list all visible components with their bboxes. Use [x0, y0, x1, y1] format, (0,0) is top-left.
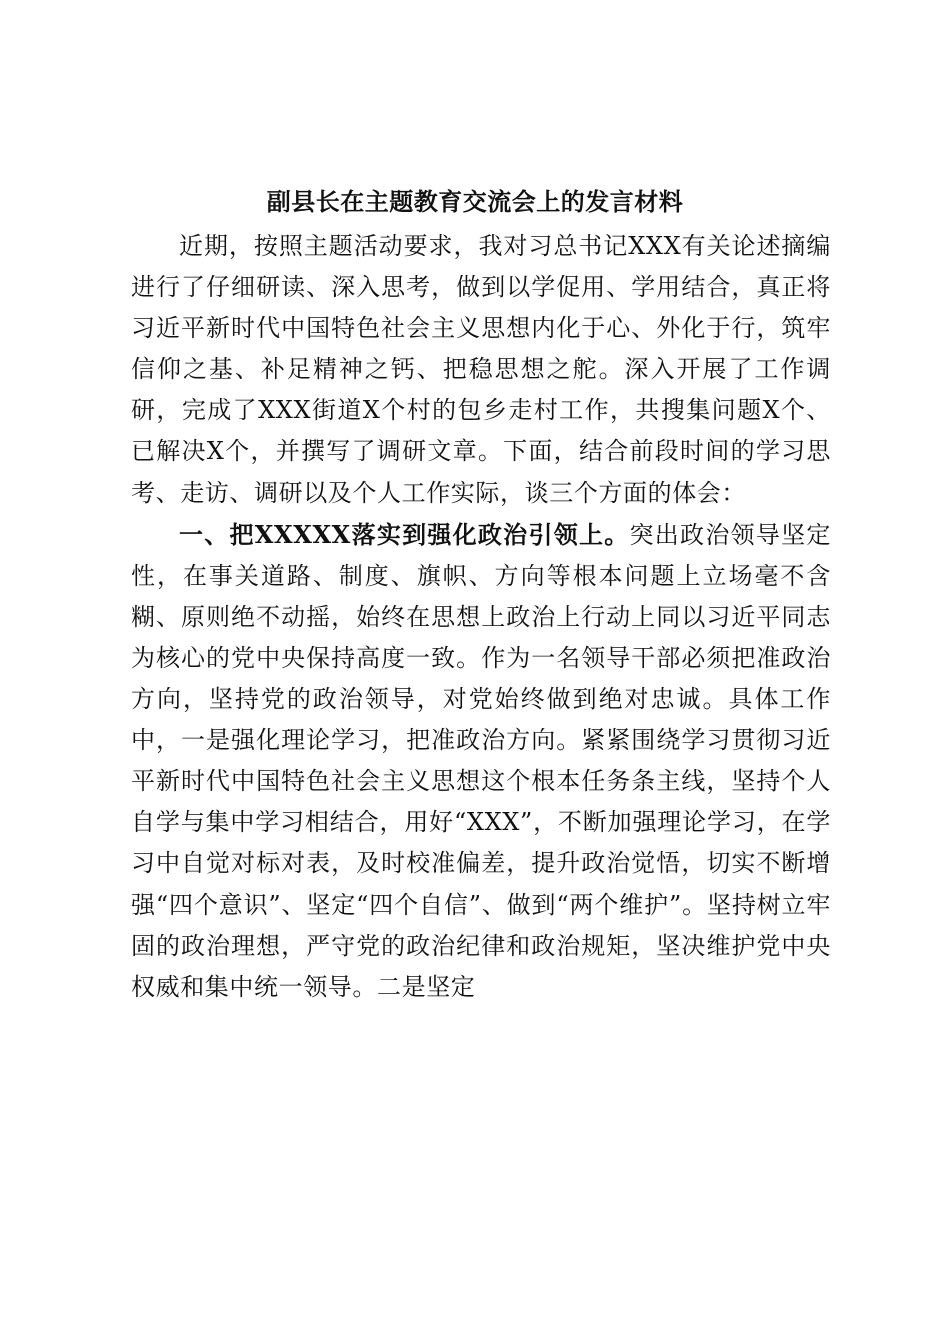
section-1-body: 突出政治领导坚定性，在事关道路、制度、旗帜、方向等根本问题上立场毫不含糊、原则绝不动摇，始终在思想上政治上行动上同以习近平同志为核心的党中央保持高度一致。作为一名领导干部必须把准政治方向，坚持党的政治领导，对党始终做到绝对忠诚。具体工作中，一是强化理论学习，把准政治方向。紧紧围绕学习贯彻习近平新时代中国特色社会主义思想这个根本任务条主线，坚持个人自学与集中学习相结合，用好“XXX”，不断加强理论学习，在学习中自觉对标对表，及时校准偏差，提升政治觉悟，切实不断增强“四个意识”、坚定“四个自信”、做到“两个维护”。坚持树立牢固的政治理想，严守党的政治纪律和政治规矩，坚决维护党中央权威和集中统一领导。二是坚定	[131, 520, 831, 1001]
document-title: 副县长在主题教育交流会上的发言材料	[266, 187, 684, 216]
section-1-heading: 一、把XXXXX落实到强化政治引领上。	[179, 519, 630, 549]
intro-paragraph: 近期，按照主题活动要求，我对习总书记XXX有关论述摘编进行了仔细研读、深入思考，做到以学促用、学用结合，真正将习近平新时代中国特色社会主义思想内化于心、外化于行，筑牢信仰之基、补足精神之钙、把稳思想之舵。深入开展了工作调研，完成了XXX街道X个村的包乡走村工作，共搜集问题X个、已解决X个，并撰写了调研文章。下面，结合前段时间的学习思考、走访、调研以及个人工作实际，谈三个方面的体会：	[131, 232, 831, 507]
document-body	[131, 226, 831, 1008]
section-1-paragraph	[131, 514, 831, 1008]
